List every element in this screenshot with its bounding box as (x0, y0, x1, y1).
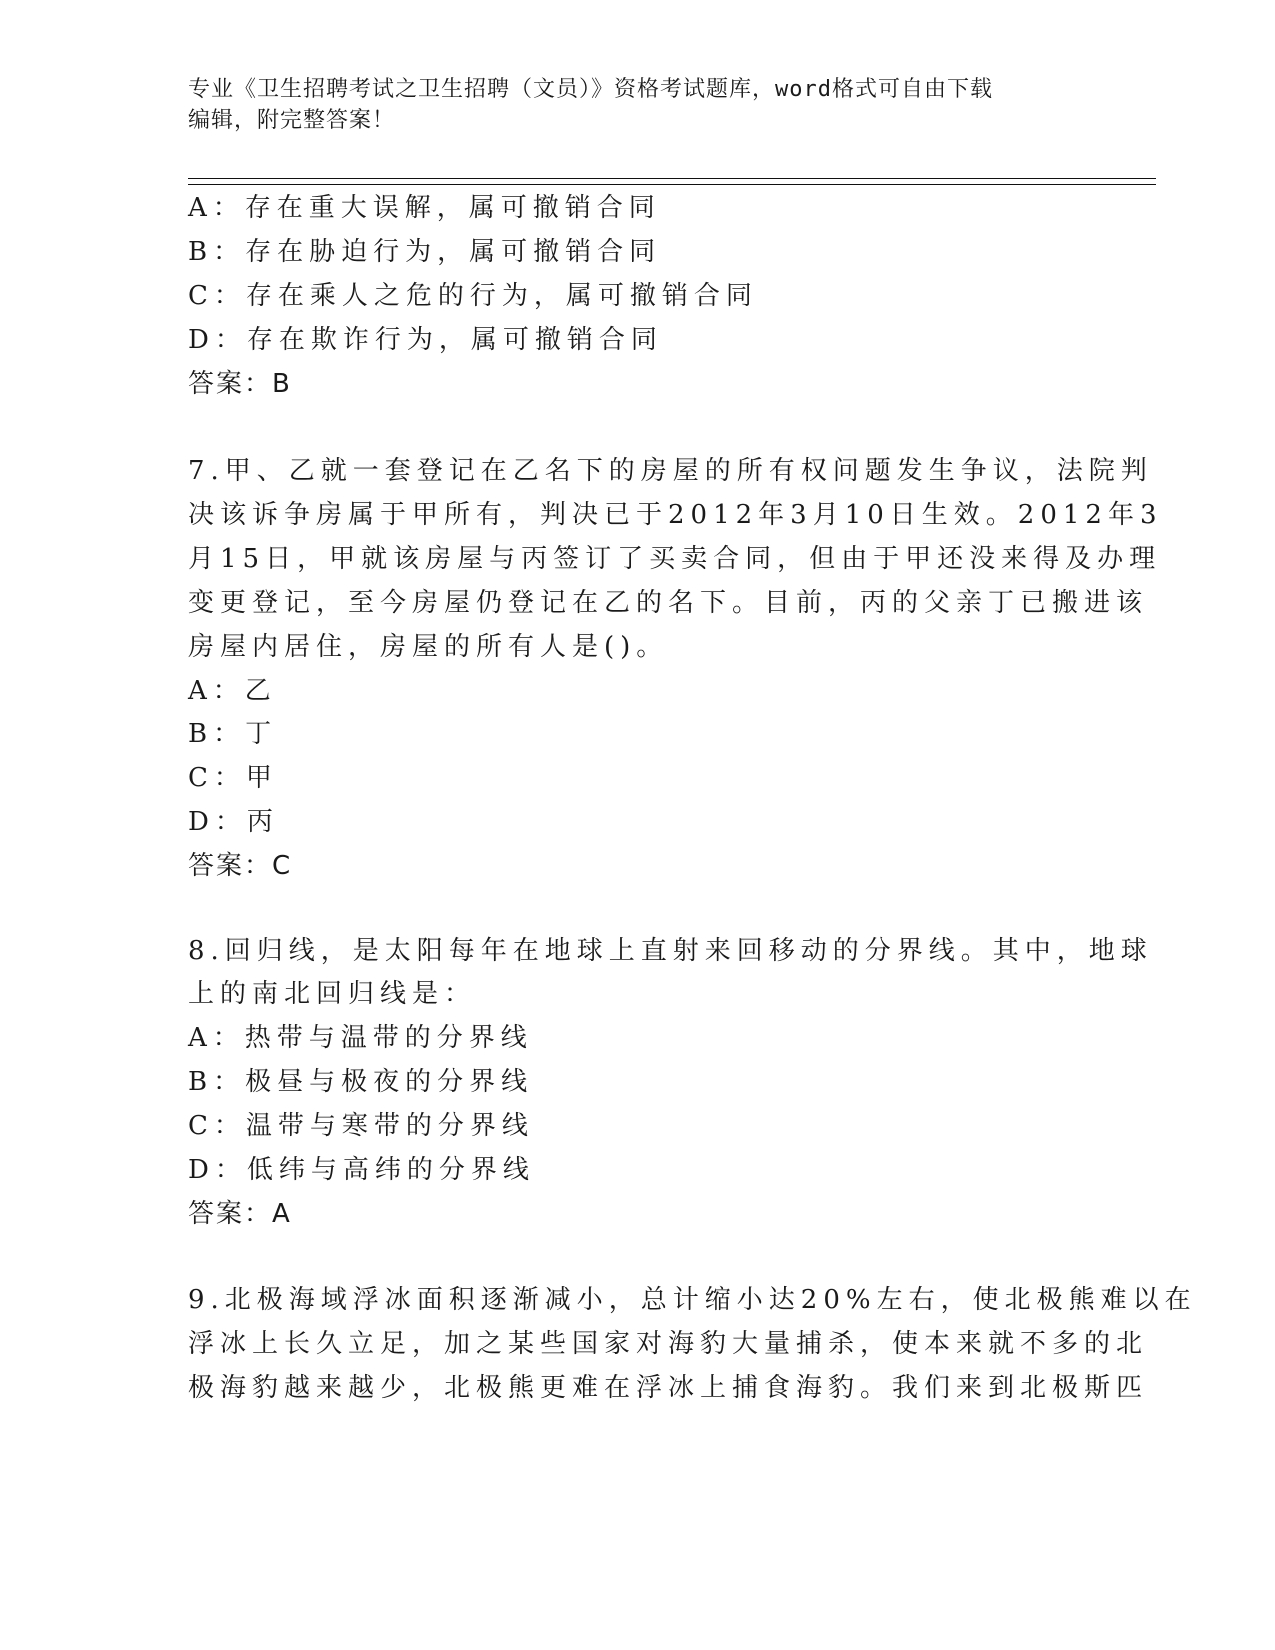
header-line-1: 专业《卫生招聘考试之卫生招聘（文员）》资格考试题库，word格式可自由下载 (188, 77, 993, 102)
document-header (188, 74, 1088, 136)
q7-stem-line-5: 房屋内居住，房屋的所有人是()。 (188, 632, 669, 662)
q7-option-a: A：乙 (188, 676, 277, 706)
q7-option-b: B：丁 (188, 719, 278, 749)
q9-stem-line-2: 浮冰上长久立足，加之某些国家对海豹大量捕杀，使本来就不多的北 (188, 1329, 1149, 1359)
header-divider-bottom (188, 184, 1156, 185)
q6-answer: 答案：B (188, 369, 292, 399)
q6-option-a: A：存在重大误解，属可撤销合同 (188, 193, 661, 223)
q7-option-d: D：丙 (188, 807, 279, 837)
q6-option-d: D：存在欺诈行为，属可撤销合同 (188, 325, 663, 355)
q9-stem-line-1: 9.北极海域浮冰面积逐渐减小，总计缩小达20%左右，使北极熊难以在 (188, 1285, 1197, 1315)
q8-answer: 答案：A (188, 1199, 292, 1229)
q8-option-a: A：热带与温带的分界线 (188, 1023, 533, 1053)
q9-stem-line-3: 极海豹越来越少，北极熊更难在浮冰上捕食海豹。我们来到北极斯匹 (188, 1373, 1149, 1403)
q7-stem-line-1: 7.甲、乙就一套登记在乙名下的房屋的所有权问题发生争议，法院判 (188, 456, 1153, 486)
q6-option-c: C：存在乘人之危的行为，属可撤销合同 (188, 281, 758, 311)
q8-option-d: D：低纬与高纬的分界线 (188, 1155, 535, 1185)
header-line-2: 编辑，附完整答案！ (188, 108, 396, 133)
q8-stem-line-1: 8.回归线，是太阳每年在地球上直射来回移动的分界线。其中，地球 (188, 936, 1153, 966)
q8-option-b: B：极昼与极夜的分界线 (188, 1067, 534, 1097)
q6-option-b: B：存在胁迫行为，属可撤销合同 (188, 237, 662, 267)
header-divider-top (188, 178, 1156, 179)
q7-answer: 答案：C (188, 851, 293, 881)
q7-stem-line-4: 变更登记，至今房屋仍登记在乙的名下。目前，丙的父亲丁已搬进该 (188, 588, 1149, 618)
q7-option-c: C：甲 (188, 763, 278, 793)
q7-stem-line-3: 月15日，甲就该房屋与丙签订了买卖合同，但由于甲还没来得及办理 (188, 544, 1162, 574)
q8-stem-line-2: 上的南北回归线是： (188, 979, 477, 1009)
q7-stem-line-2: 决该诉争房属于甲所有，判决已于2012年3月10日生效。2012年3 (188, 500, 1163, 530)
q8-option-c: C：温带与寒带的分界线 (188, 1111, 534, 1141)
